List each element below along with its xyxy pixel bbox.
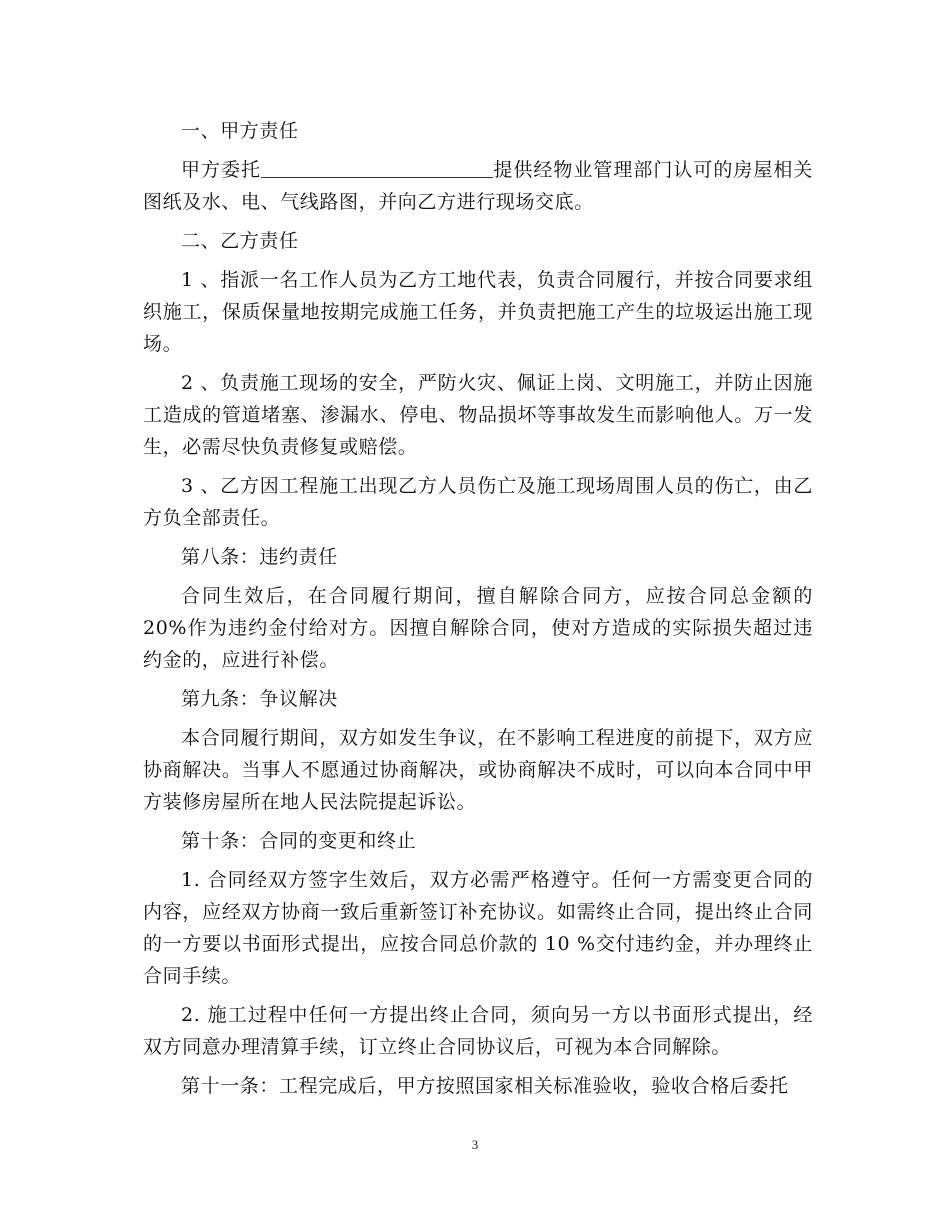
document-body <box>143 115 813 1109</box>
article-10-item-2: 2. 施工过程中任何一方提出终止合同，须向另一方以书面形式提出，经双方同意办理清算手续，订立终止合同协议后，可视为本合同解除。 <box>143 1004 813 1058</box>
party-b-item-2: 2 、负责施工现场的安全，严防火灾、佩证上岗、文明施工，并防止因施工造成的管道堵塞、渗漏水、停电、物品损坏等事故发生而影响他人。万一发生，必需尽快负责修复或赔偿。 <box>143 372 813 458</box>
article-8-title: 第八条：违约责任 <box>181 546 338 568</box>
party-a-text-start: 甲方委托 <box>181 159 261 181</box>
article-11: 第十一条：工程完成后，甲方按照国家相关标准验收，验收合格后委托 <box>181 1075 789 1097</box>
fill-in-blank <box>261 157 493 178</box>
page-number: 3 <box>471 1137 479 1152</box>
party-a-text-end: 提供经物业管理部门认可的房屋相关图纸及水、电、气线路图，并向乙方进行现场交底。 <box>143 159 813 213</box>
party-a-paragraph <box>143 154 813 218</box>
party-b-item-1: 1 、指派一名工作人员为乙方工地代表，负责合同履行，并按合同要求组织施工，保质保量地按期完成施工任务，并负责把施工产生的垃圾运出施工现场。 <box>143 269 813 355</box>
article-10-item-1: 1. 合同经双方签字生效后，双方必需严格遵守。任何一方需变更合同的内容，应经双方协商一致后重新签订补充协议。如需终止合同，提出终止合同的一方要以书面形式提出，应按合同总价款的 10 %交付违约金，并办理终止合同手续。 <box>143 869 813 987</box>
party-b-item-3: 3 、乙方因工程施工出现乙方人员伤亡及施工现场周围人员的伤亡，由乙方负全部责任。 <box>143 475 813 529</box>
article-9-body: 本合同履行期间，双方如发生争议，在不影响工程进度的前提下，双方应协商解决。当事人不愿通过协商解决，或协商解决不成时，可以向本合同中甲方装修房屋所在地人民法院提起诉讼。 <box>143 727 813 813</box>
section-heading-party-a: 一、甲方责任 <box>181 120 299 142</box>
article-10-title: 第十条：合同的变更和终止 <box>181 830 417 852</box>
article-8-body: 合同生效后，在合同履行期间，擅自解除合同方，应按合同总金额的20%作为违约金付给对方。因擅自解除合同，使对方造成的实际损失超过违约金的，应进行补偿。 <box>143 585 813 671</box>
article-9-title: 第九条：争议解决 <box>181 688 338 710</box>
section-heading-party-b: 二、乙方责任 <box>181 230 299 252</box>
